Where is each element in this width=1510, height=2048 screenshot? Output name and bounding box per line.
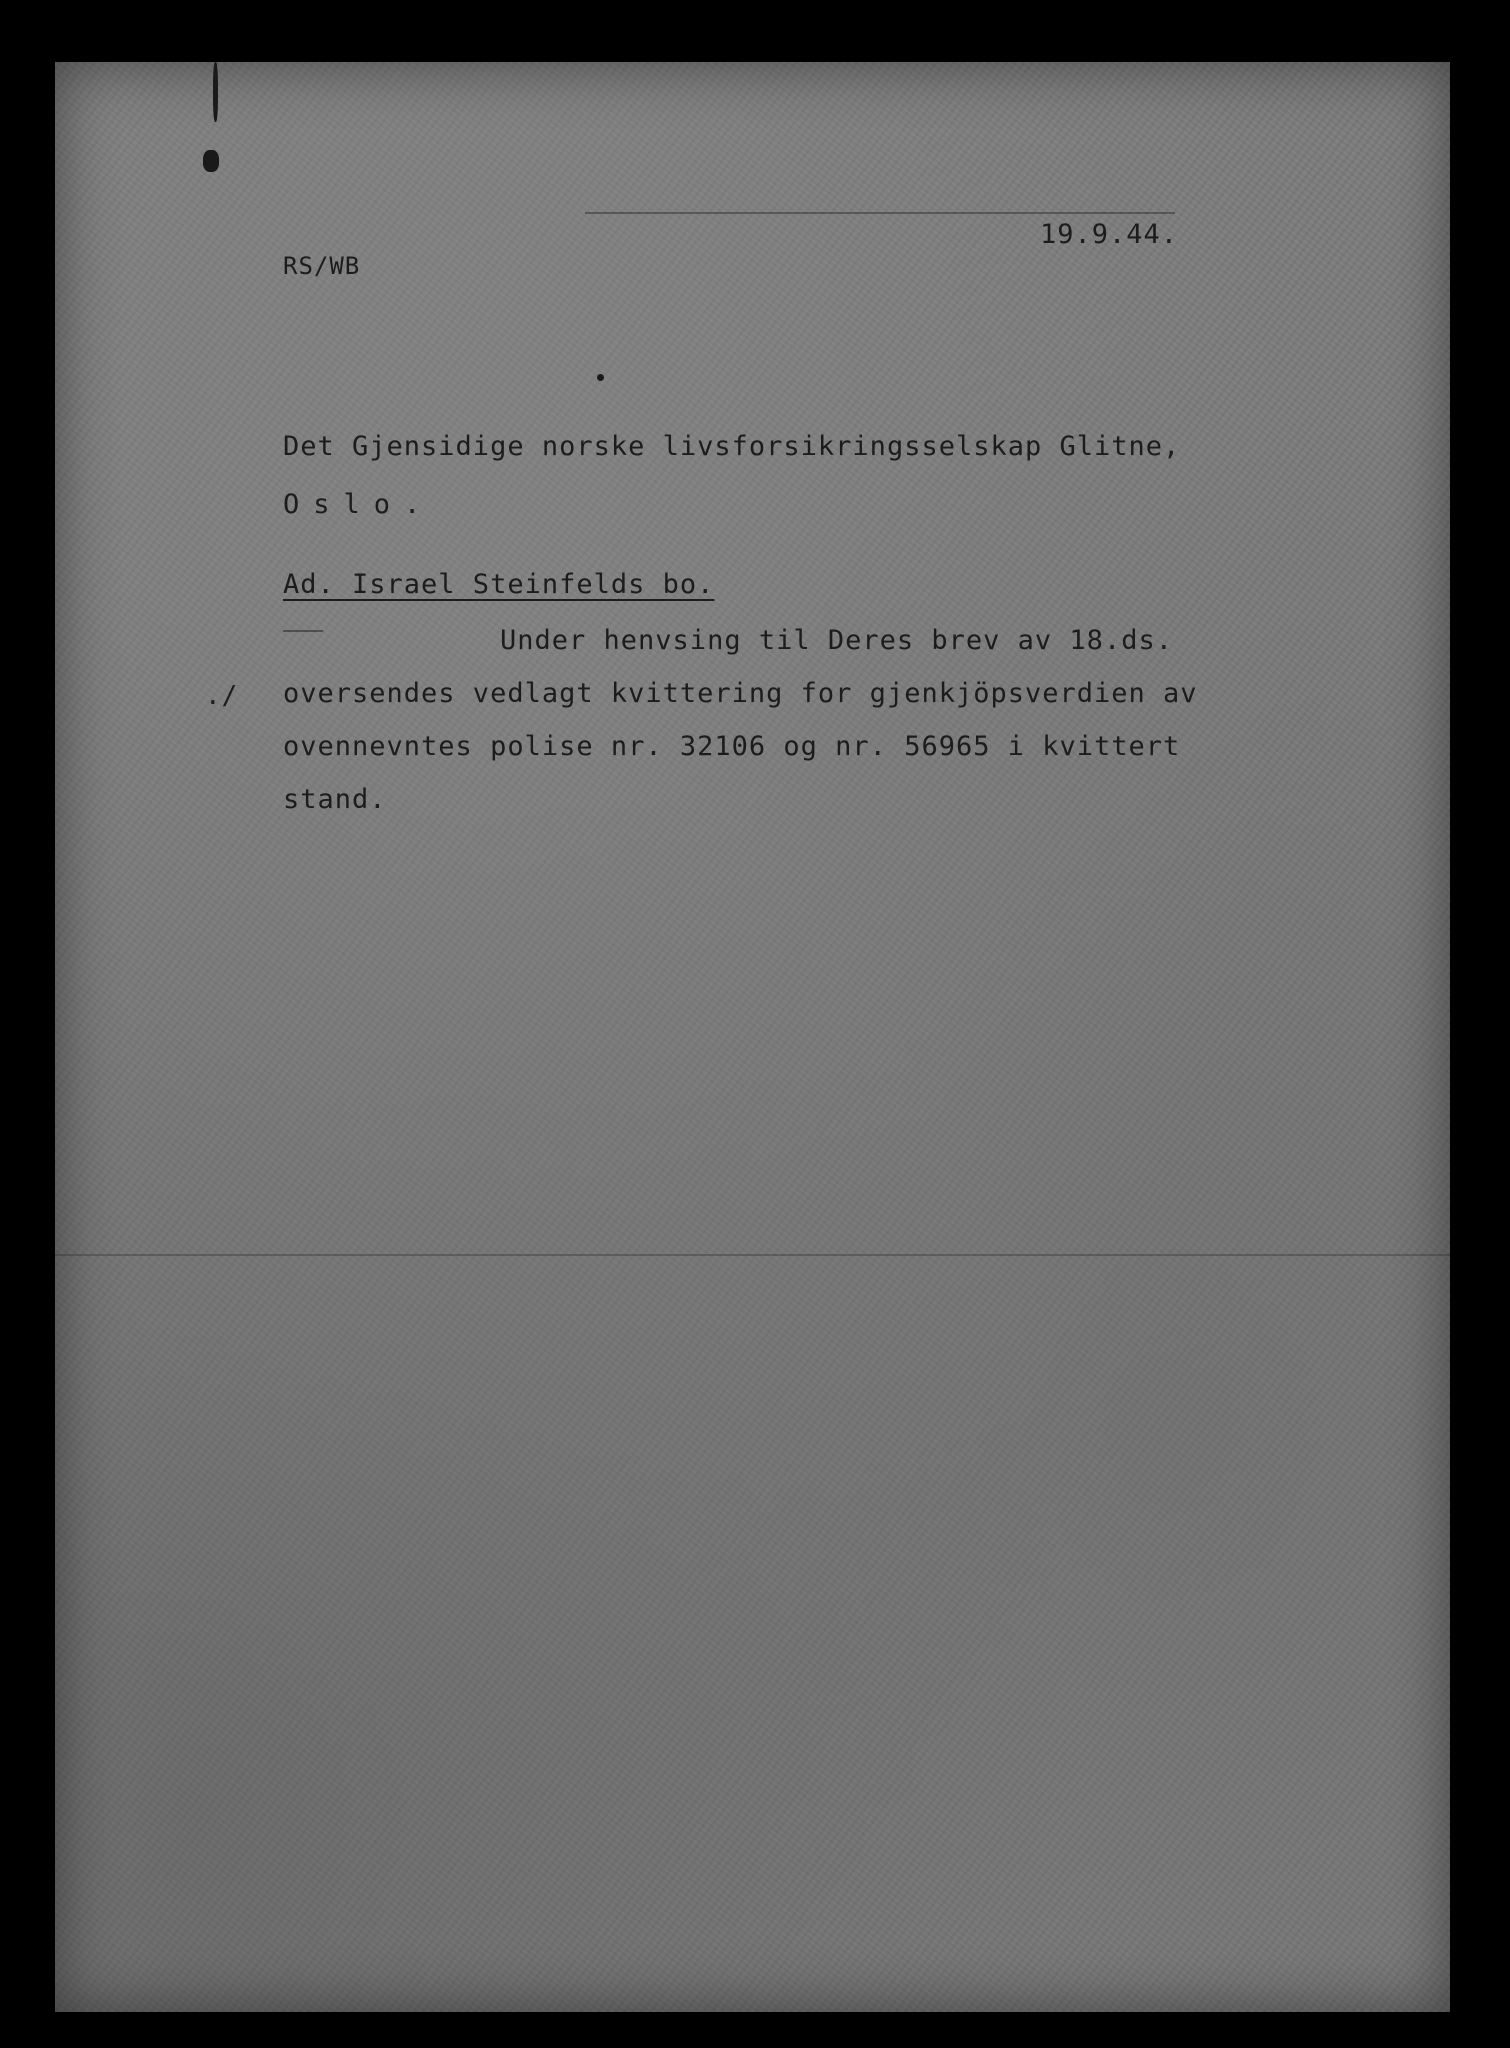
top-rule-line xyxy=(585,212,1175,214)
ink-dot xyxy=(597,374,604,381)
body-line-1: Under henvsing til Deres brev av 18.ds. xyxy=(500,625,1173,656)
ink-mark-top-left xyxy=(203,150,219,172)
body-line-4: stand. xyxy=(283,784,387,815)
recipient-name: Det Gjensidige norske livsforsikringsselskap Glitne, xyxy=(283,431,1181,462)
margin-enclosure-mark: ./ xyxy=(205,681,239,711)
body-line-3: ovennevntes polise nr. 32106 og nr. 56965 i kvittert xyxy=(283,731,1181,762)
reference-code: RS/WB xyxy=(283,252,361,280)
subject-line: Ad. Israel Steinfelds bo. xyxy=(283,569,715,600)
recipient-city: Oslo. xyxy=(283,489,435,520)
pin-mark-top xyxy=(213,62,218,122)
fold-line xyxy=(55,1254,1450,1256)
body-line-2: oversendes vedlagt kvittering for gjenkjöpsverdien av xyxy=(283,678,1198,709)
paper-sheet xyxy=(55,62,1450,2012)
letter-date: 19.9.44. xyxy=(1040,219,1179,250)
scratch-line xyxy=(283,630,323,632)
